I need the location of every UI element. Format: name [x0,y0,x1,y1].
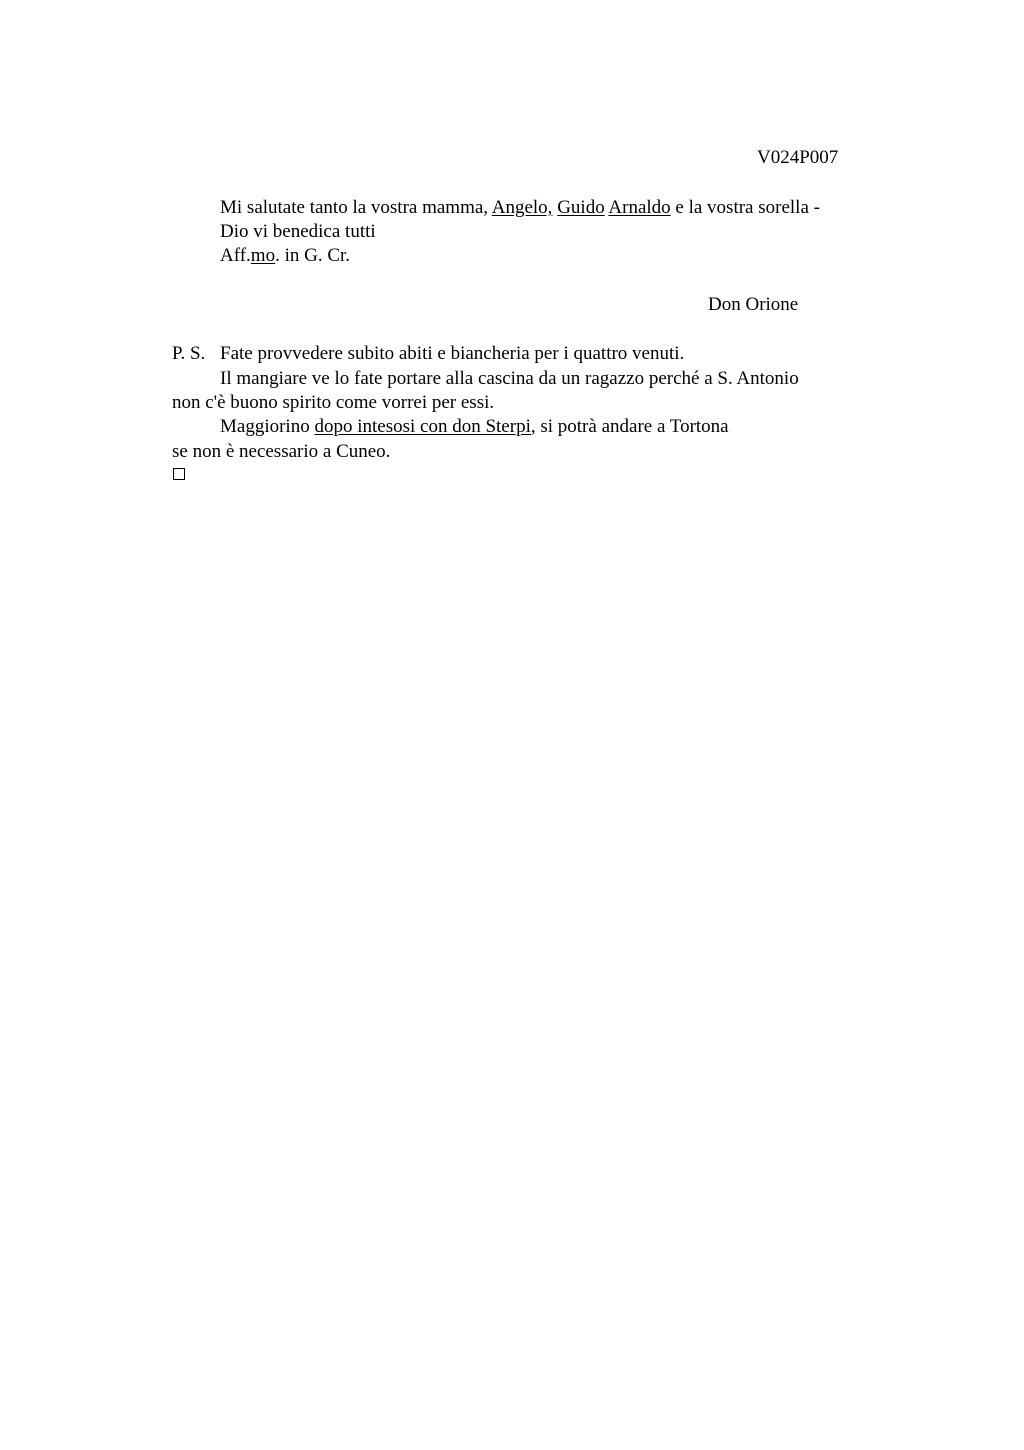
name-arnaldo: Arnaldo [608,197,671,218]
postscript-line-4-underlined: dopo intesosi con don Sterpi [314,416,531,437]
postscript-line-2: Il mangiare ve lo fate portare alla cascina da un ragazzo perché a S. Antonio [220,368,799,389]
name-angelo: Angelo, [491,197,553,218]
greeting-line [220,196,820,220]
postscript-line-5: se non è necessario a Cuneo. [172,441,391,462]
greeting-suffix: e la vostra sorella - [670,197,820,218]
postscript-line-4 [220,415,729,439]
signature: Don Orione [708,294,799,315]
closing-line [220,244,350,268]
closing-underlined: mo [250,245,276,266]
postscript-line-3: non c'è buono spirito come vorrei per essi. [172,392,495,413]
greeting-prefix: Mi salutate tanto la vostra mamma, [220,197,492,218]
closing-prefix: Aff. [220,245,251,266]
postscript-line-1: Fate provvedere subito abiti e biancheria per i quattro venuti. [220,343,685,364]
name-guido: Guido [557,197,605,218]
document-id: V024P007 [757,147,839,168]
blessing-line: Dio vi benedica tutti [220,221,376,242]
closing-suffix: . in G. Cr. [275,245,351,266]
postscript-line-4-suffix: , si potrà andare a Tortona [530,416,729,437]
postscript-line-4-prefix: Maggiorino [220,416,315,437]
checkbox-square-icon [173,468,185,480]
postscript-label: P. S. [172,343,206,364]
